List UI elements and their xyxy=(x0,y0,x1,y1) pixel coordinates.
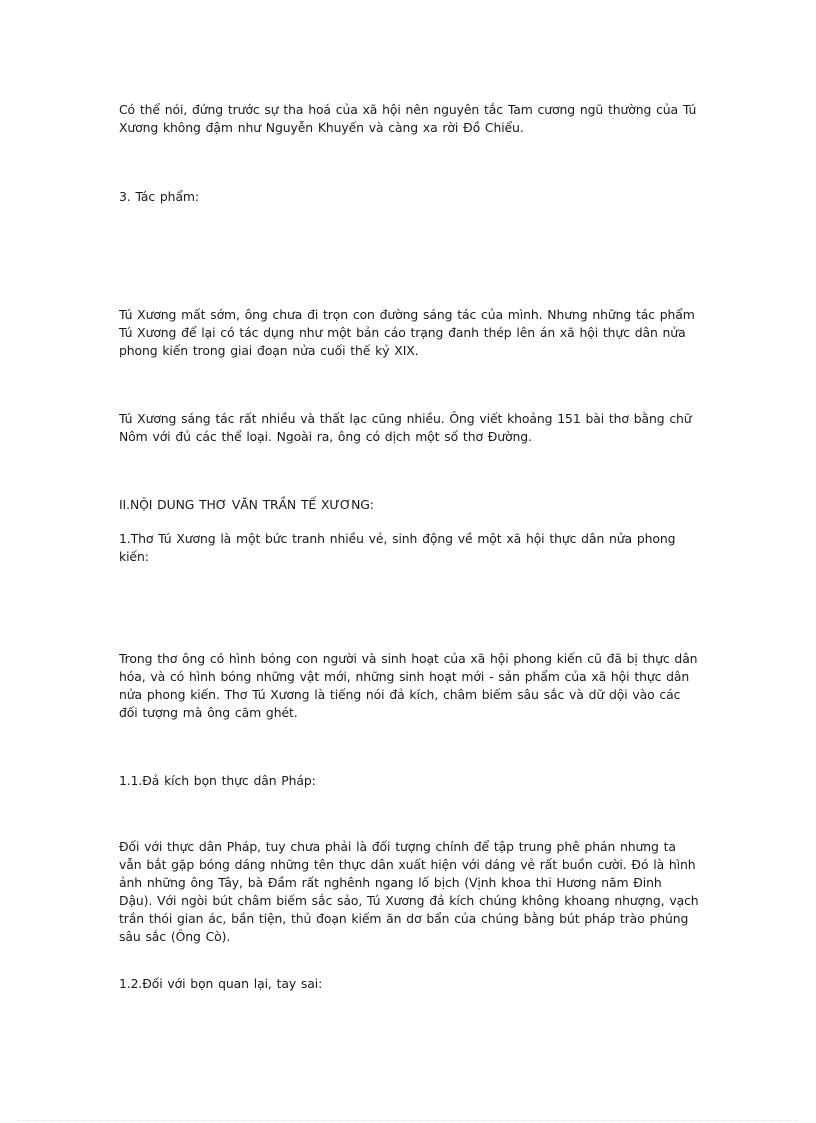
paragraph-society-images: Trong thơ ông có hình bóng con người và sinh hoạt của xã hội phong kiến cũ đã bị thực dân hóa, và có hình bóng những vật mới, những sinh hoạt mới - sản phẩm của xã hội thực dân nửa phong kiến. Thơ Tú Xương là tiếng nói đả kích, châm biếm sâu sắc và dữ dội vào các đối tượng mà ông căm ghét. xyxy=(119,651,698,720)
paragraph-french-colonists: Đối với thực dân Pháp, tuy chưa phải là đối tượng chính để tập trung phê phán nhưng ta vẫn bắt gặp bóng dáng những tên thực dân xuất hiện với dáng vẻ rất buồn cười. Đó là hình ảnh những ông Tây, bà Đầm rất nghênh ngang lố bịch (Vịnh khoa thi Hương năm Đinh Dậu). Với ngòi bút châm biếm sắc sảo, Tú Xương đả kích chúng không khoang nhượng, vạch trần thói gian ác, bần tiện, thủ đoạn kiếm ăn dơ bẩn của chúng bằng bút pháp trào phúng sâu sắc (Ông Cò). xyxy=(119,839,699,944)
page-bottom-divider xyxy=(18,1120,798,1121)
heading-section-ii: II.NỘI DUNG THƠ VĂN TRẦN TẾ XƯƠNG: xyxy=(119,497,374,512)
heading-section-1-2: 1.2.Đối với bọn quan lại, tay sai: xyxy=(119,976,323,991)
paragraph-intro-comparison: Có thể nói, đứng trước sự tha hoá của xã hội nên nguyên tắc Tam cương ngũ thường của Tú Xương không đậm như Nguyễn Khuyến và càng xa rời Đồ Chiểu. xyxy=(119,102,697,135)
heading-works: 3. Tác phẩm: xyxy=(119,189,199,204)
paragraph-early-death: Tú Xương mất sớm, ông chưa đi trọn con đường sáng tác của mình. Nhưng những tác phẩm Tú Xương để lại có tác dụng như một bản cáo trạng đanh thép lên án xã hội thực dân nửa phong kiến trong giai đoạn nửa cuối thế kỷ XIX. xyxy=(119,307,695,358)
heading-section-1-1: 1.1.Đả kích bọn thực dân Pháp: xyxy=(119,773,316,788)
paragraph-works-count: Tú Xương sáng tác rất nhiều và thất lạc cũng nhiều. Ông viết khoảng 151 bài thơ bằng chữ Nôm với đủ các thể loại. Ngoài ra, ông có dịch một số thơ Đường. xyxy=(119,411,692,444)
heading-section-1: 1.Thơ Tú Xương là một bức tranh nhiều vẻ, sinh động về một xã hội thực dân nửa phong kiến: xyxy=(119,531,676,564)
